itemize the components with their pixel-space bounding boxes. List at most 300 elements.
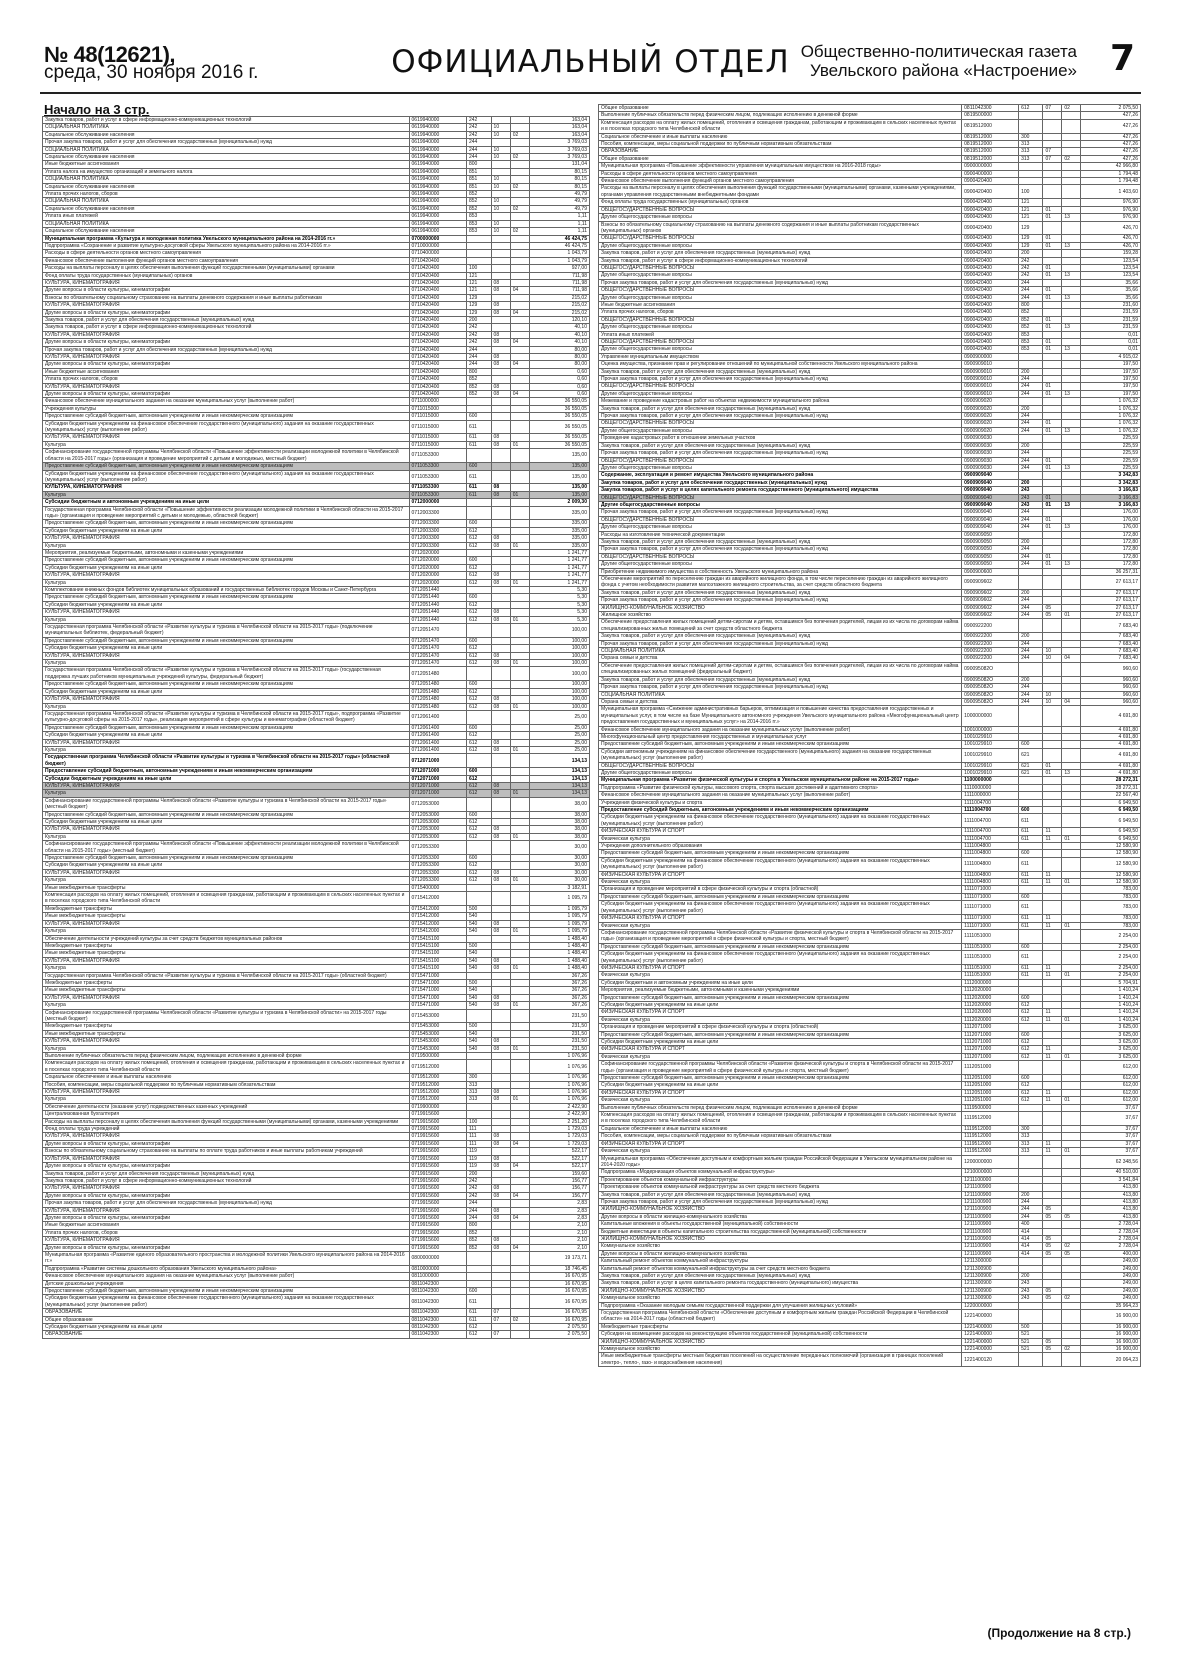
row-code: 0819512000 — [962, 133, 1019, 140]
table-row — [43, 1089, 590, 1096]
row-section — [491, 942, 510, 949]
row-sum: 225,59 — [1081, 435, 1141, 442]
row-subsection — [1062, 264, 1081, 271]
row-subsection — [1062, 442, 1081, 449]
row-name: Финансовое обеспечение выполнения функций органов местного самоуправления — [43, 257, 410, 264]
row-code: 1211100000 — [962, 1176, 1019, 1183]
row-name: Выполнение публичных обязательств перед физическим лицом, подлежащих исполнению в денежной форме — [43, 1053, 410, 1060]
row-subsection: 02 — [510, 1316, 529, 1323]
row-code: 0800000000 — [409, 1251, 466, 1265]
row-subsection — [510, 884, 529, 891]
row-subsection — [510, 557, 529, 564]
row-section — [1043, 1024, 1062, 1031]
row-sum: 100,00 — [529, 696, 589, 703]
row-name: Иные бюджетные ассигнования — [599, 301, 962, 308]
row-section — [491, 667, 510, 681]
table-row — [599, 1097, 1141, 1104]
row-expense-type: 100 — [466, 1118, 491, 1125]
row-section — [491, 272, 510, 279]
row-subsection — [1062, 413, 1081, 420]
row-subsection — [1062, 792, 1081, 799]
row-sum: 960,60 — [1081, 662, 1141, 676]
row-sum: 12 580,90 — [1081, 857, 1141, 871]
row-name: Многофункциональный центр предоставления государственных и муниципальных услуг — [599, 733, 962, 740]
table-row — [43, 168, 590, 175]
row-section — [1043, 185, 1062, 199]
row-sum: 5,30 — [529, 601, 589, 608]
row-expense-type: 611 — [1019, 951, 1043, 965]
row-subsection — [1062, 331, 1081, 338]
row-sum: 927,00 — [529, 265, 589, 272]
row-name: СОЦИАЛЬНАЯ ПОЛИТИКА — [43, 124, 410, 131]
row-section: 05 — [1043, 1250, 1062, 1257]
row-code: 1220000000 — [962, 1302, 1019, 1309]
row-sum: 426,70 — [1081, 221, 1141, 235]
row-section: 07 — [1043, 148, 1062, 155]
row-subsection — [510, 768, 529, 775]
row-subsection — [510, 242, 529, 249]
row-sum: 49,79 — [529, 191, 589, 198]
table-row — [599, 376, 1141, 383]
row-name: ФИЗИЧЕСКАЯ КУЛЬТУРА И СПОРТ — [599, 964, 962, 971]
row-sum: 367,26 — [529, 987, 589, 994]
row-subsection — [1062, 1287, 1081, 1294]
row-expense-type: 853 — [1019, 339, 1043, 346]
table-row — [599, 619, 1141, 633]
row-code: 0900909020 — [962, 413, 1019, 420]
row-code: 0619940000 — [409, 131, 466, 138]
row-sum: 37,67 — [1081, 1140, 1141, 1147]
row-code: 0900420400 — [962, 279, 1019, 286]
row-expense-type — [1019, 472, 1043, 479]
row-subsection: 01 — [1062, 1148, 1081, 1155]
row-section — [491, 1009, 510, 1023]
row-expense-type — [1019, 792, 1043, 799]
row-sum: 3 769,03 — [529, 139, 589, 146]
row-code: 0819512000 — [962, 148, 1019, 155]
row-expense-type: 852 — [466, 391, 491, 398]
row-subsection — [1062, 828, 1081, 835]
row-code: 0719915600 — [409, 1163, 466, 1170]
table-row — [43, 746, 590, 753]
row-code: 0710420400 — [409, 383, 466, 390]
row-expense-type: 612 — [466, 869, 491, 876]
row-expense-type: 611 — [466, 470, 491, 484]
row-sum: 1 403,60 — [1081, 185, 1141, 199]
row-section — [491, 681, 510, 688]
row-section — [1043, 633, 1062, 640]
table-row — [43, 1002, 590, 1009]
row-sum: 413,80 — [1081, 1191, 1141, 1198]
row-section — [491, 413, 510, 420]
row-subsection — [510, 935, 529, 942]
row-subsection: 01 — [510, 928, 529, 935]
table-row — [599, 655, 1141, 662]
table-row — [43, 324, 590, 331]
row-sum: 231,60 — [1081, 301, 1141, 308]
table-row — [43, 972, 590, 979]
row-code: 0712053000 — [409, 797, 466, 811]
row-name: Подпрограмма «Оказание молодым семьям государственной поддержки для улучшения жилищных условий» — [599, 1302, 962, 1309]
row-expense-type: 300 — [1019, 133, 1043, 140]
row-expense-type: 129 — [1019, 242, 1043, 249]
row-sum: 156,77 — [529, 1177, 589, 1184]
row-expense-type: 612 — [466, 688, 491, 695]
row-subsection — [1062, 479, 1081, 486]
table-row — [599, 1169, 1141, 1176]
row-section — [491, 139, 510, 146]
row-expense-type: 600 — [1019, 1031, 1043, 1038]
row-section — [491, 935, 510, 942]
row-expense-type: 612 — [466, 696, 491, 703]
row-expense-type: 852 — [466, 198, 491, 205]
row-sum: 1,11 — [529, 220, 589, 227]
row-code: 1112071000 — [962, 1053, 1019, 1060]
row-subsection: 02 — [1062, 1243, 1081, 1250]
row-name: Проектирование объектов коммунальной инфраструктуры за счет средств местного бюджета — [599, 1184, 962, 1191]
row-subsection — [510, 506, 529, 520]
table-row — [599, 361, 1141, 368]
row-name: Учреждения дополнительного образования — [599, 843, 962, 850]
table-row — [43, 398, 590, 405]
row-name: Общее образование — [43, 1316, 410, 1323]
row-section — [1043, 640, 1062, 647]
table-row — [599, 235, 1141, 242]
row-sum: 3 625,00 — [1081, 1024, 1141, 1031]
row-expense-type: 612 — [466, 527, 491, 534]
row-expense-type: 612 — [466, 833, 491, 840]
row-section: 08 — [491, 1133, 510, 1140]
row-subsection — [1062, 1353, 1081, 1367]
row-expense-type: 414 — [1019, 1228, 1043, 1235]
row-subsection — [1062, 929, 1081, 943]
row-sum: 612,00 — [1081, 1082, 1141, 1089]
table-row — [43, 942, 590, 949]
table-row — [43, 1214, 590, 1221]
row-name: ОБЩЕГОСУДАРСТВЕННЫЕ ВОПРОСЫ — [599, 264, 962, 271]
row-subsection — [510, 117, 529, 124]
row-name: Физическая культура — [599, 922, 962, 929]
row-expense-type: 852 — [1019, 324, 1043, 331]
row-code: 0712071000 — [409, 782, 466, 789]
row-expense-type: 612 — [1019, 1009, 1043, 1016]
row-expense-type — [466, 754, 491, 768]
row-name: Иные межбюджетные трансферты — [43, 884, 410, 891]
row-section — [1043, 893, 1062, 900]
table-row — [43, 463, 590, 470]
row-section: 11 — [1043, 1053, 1062, 1060]
row-sum: 711,98 — [529, 287, 589, 294]
row-expense-type: 244 — [1019, 604, 1043, 611]
row-name: Другие вопросы в области жилищно-коммунального хозяйства — [599, 1213, 962, 1220]
row-expense-type: 242 — [466, 331, 491, 338]
row-section — [491, 161, 510, 168]
row-name: Содержание, эксплуатация и ремонт имущества Увельского муниципального района — [599, 472, 962, 479]
row-subsection — [510, 302, 529, 309]
row-sum: 80,00 — [529, 354, 589, 361]
row-subsection — [510, 520, 529, 527]
row-name: Другие вопросы в области культуры, кинематографии — [43, 309, 410, 316]
row-sum: 2 728,04 — [1081, 1243, 1141, 1250]
row-name: Предоставление субсидий бюджетным, автономным учреждениям и иным некоммерческим организациям — [599, 994, 962, 1001]
row-section — [491, 1023, 510, 1030]
row-sum: 38,00 — [529, 811, 589, 818]
row-section — [1043, 376, 1062, 383]
row-section — [491, 117, 510, 124]
row-code: 0900909040 — [962, 524, 1019, 531]
row-sum: 5,30 — [529, 616, 589, 623]
table-row — [43, 790, 590, 797]
row-expense-type: 129 — [466, 294, 491, 301]
table-row — [43, 228, 590, 235]
table-row — [43, 797, 590, 811]
row-name: КУЛЬТУРА, КИНЕМАТОГРАФИЯ — [43, 609, 410, 616]
table-row — [599, 843, 1141, 850]
row-sum: 3 342,83 — [1081, 472, 1141, 479]
row-subsection — [1062, 1235, 1081, 1242]
row-expense-type: 600 — [466, 637, 491, 644]
row-expense-type — [1019, 353, 1043, 360]
row-code: 0712061400 — [409, 724, 466, 731]
row-sum: 1 076,32 — [1081, 398, 1141, 405]
row-expense-type — [466, 506, 491, 520]
row-code: 0900922200 — [962, 648, 1019, 655]
row-name: КУЛЬТУРА, КИНЕМАТОГРАФИЯ — [43, 331, 410, 338]
row-expense-type — [1019, 531, 1043, 538]
row-expense-type — [1019, 733, 1043, 740]
row-expense-type: 611 — [1019, 814, 1043, 828]
row-name: Приобретение недвижимого имущества в собственность Увельского муниципального района — [599, 568, 962, 575]
row-section — [491, 645, 510, 652]
row-expense-type: 612 — [466, 790, 491, 797]
row-code: 1112051000 — [962, 1075, 1019, 1082]
row-expense-type: 244 — [1019, 698, 1043, 705]
row-sum: 123,54 — [1081, 264, 1141, 271]
row-expense-type: 853 — [1019, 346, 1043, 353]
row-subsection — [1062, 163, 1081, 170]
row-section — [491, 601, 510, 608]
row-subsection: 04 — [1062, 655, 1081, 662]
table-row — [43, 117, 590, 124]
row-expense-type: 600 — [1019, 741, 1043, 748]
row-code: 0712003300 — [409, 506, 466, 520]
row-section: 05 — [1043, 612, 1062, 619]
row-subsection — [1062, 1331, 1081, 1338]
row-expense-type: 242 — [1019, 264, 1043, 271]
table-row — [599, 1016, 1141, 1023]
row-code: 0710420400 — [409, 265, 466, 272]
row-code: 1111004800 — [962, 857, 1019, 871]
row-section — [1043, 1133, 1062, 1140]
table-row — [43, 1126, 590, 1133]
table-row — [43, 950, 590, 957]
row-name: Предоставление субсидий бюджетным, автономным учреждениям и иным некоммерческим организациям — [43, 768, 410, 775]
table-row — [43, 146, 590, 153]
row-subsection — [1062, 1089, 1081, 1096]
row-subsection — [1062, 843, 1081, 850]
row-subsection — [510, 434, 529, 441]
row-section — [491, 506, 510, 520]
row-code: 0719915600 — [409, 1222, 466, 1229]
row-expense-type — [1019, 799, 1043, 806]
row-section — [1043, 331, 1062, 338]
row-expense-type: 612 — [466, 572, 491, 579]
row-expense-type: 600 — [466, 413, 491, 420]
row-expense-type — [466, 667, 491, 681]
row-code: 0712071000 — [409, 768, 466, 775]
row-sum: 37,67 — [1081, 1112, 1141, 1126]
row-expense-type — [1019, 361, 1043, 368]
row-code: 0900900600 — [962, 568, 1019, 575]
row-expense-type — [1019, 568, 1043, 575]
row-name: Финансовое обеспечение муниципального задания на оказание муниципальных услуг (выполнение работ) — [599, 726, 962, 733]
row-sum: 159,28 — [1081, 250, 1141, 257]
row-sum: 3 625,00 — [1081, 1031, 1141, 1038]
row-sum: 335,00 — [529, 520, 589, 527]
row-expense-type: 400 — [1019, 1221, 1043, 1228]
row-sum: 37,67 — [1081, 1133, 1141, 1140]
row-sum: 2,10 — [529, 1222, 589, 1229]
row-subsection — [1062, 576, 1081, 590]
row-section — [1043, 1169, 1062, 1176]
row-expense-type: 600 — [466, 520, 491, 527]
row-sum: 1 095,79 — [529, 920, 589, 927]
row-sum: 30,00 — [529, 841, 589, 855]
row-sum: 612,00 — [1081, 1097, 1141, 1104]
row-section — [1043, 684, 1062, 691]
row-section: 08 — [491, 833, 510, 840]
table-row — [43, 316, 590, 323]
row-section — [1043, 979, 1062, 986]
row-section: 01 — [1043, 206, 1062, 213]
row-expense-type: 612 — [466, 645, 491, 652]
row-subsection — [1062, 964, 1081, 971]
row-subsection — [1062, 1009, 1081, 1016]
row-sum: 2 422,90 — [529, 1103, 589, 1110]
row-sum: 40 510,00 — [1081, 1169, 1141, 1176]
table-row — [599, 1221, 1141, 1228]
row-section — [1043, 850, 1062, 857]
table-row — [599, 604, 1141, 611]
row-sum: 172,80 — [1081, 546, 1141, 553]
row-expense-type: 244 — [466, 139, 491, 146]
table-row — [599, 762, 1141, 769]
row-expense-type — [466, 405, 491, 412]
row-subsection — [510, 1155, 529, 1162]
row-section: 10 — [491, 228, 510, 235]
table-row — [599, 1024, 1141, 1031]
row-name: Другие вопросы в области культуры, кинематографии — [43, 1192, 410, 1199]
row-code: 0900420400 — [962, 309, 1019, 316]
table-row — [599, 287, 1141, 294]
row-sum: 612,00 — [1081, 1089, 1141, 1096]
table-row — [43, 1229, 590, 1236]
row-section: 01 — [1043, 294, 1062, 301]
table-row — [43, 624, 590, 638]
row-code: 1211300900 — [962, 1265, 1019, 1272]
row-expense-type: 600 — [466, 724, 491, 731]
row-name: Культура — [43, 877, 410, 884]
row-subsection — [1062, 178, 1081, 185]
row-subsection — [1062, 383, 1081, 390]
row-expense-type — [1019, 929, 1043, 943]
row-expense-type: 244 — [1019, 420, 1043, 427]
row-name: Субсидии бюджетным учреждениям на финансовое обеспечение государственного (муниципального) задания на оказание государственных (муниципальных) услуг (выполнение работ) — [43, 1295, 410, 1309]
row-subsection: 01 — [510, 441, 529, 448]
row-section: 01 — [1043, 561, 1062, 568]
row-expense-type: 200 — [466, 316, 491, 323]
row-code: 0900909050 — [962, 531, 1019, 538]
row-sum: 783,00 — [1081, 915, 1141, 922]
row-code: 090095082О — [962, 698, 1019, 705]
table-row — [43, 905, 590, 912]
row-code: 0712051440 — [409, 601, 466, 608]
row-expense-type — [1019, 178, 1043, 185]
row-section: 05 — [1043, 1243, 1062, 1250]
row-expense-type: 111 — [466, 1126, 491, 1133]
row-expense-type: 313 — [1019, 155, 1043, 162]
table-row — [43, 710, 590, 724]
row-expense-type: 200 — [1019, 676, 1043, 683]
table-row — [43, 587, 590, 594]
row-name: Учреждения культуры — [43, 405, 410, 412]
row-expense-type: 129 — [466, 302, 491, 309]
table-row — [599, 112, 1141, 119]
row-expense-type — [1019, 112, 1043, 119]
row-code: 0712020000 — [409, 549, 466, 556]
row-section — [1043, 442, 1062, 449]
row-name: СОЦИАЛЬНАЯ ПОЛИТИКА — [599, 648, 962, 655]
row-section: 08 — [491, 1207, 510, 1214]
row-name: Компенсация расходов на оплату жилых помещений, отопления и освещения гражданам, работающим и проживающим в сельских населенных пунктах и в поселках городского типа Челябинской области — [43, 892, 410, 906]
row-code: 0711015000 — [409, 413, 466, 420]
row-expense-type: 800 — [466, 161, 491, 168]
row-code: 0811000000 — [409, 1273, 466, 1280]
row-expense-type — [1019, 1155, 1043, 1169]
row-name: Общее образование — [599, 105, 962, 112]
table-row — [599, 1235, 1141, 1242]
table-row — [599, 1031, 1141, 1038]
row-code: 0900909050 — [962, 553, 1019, 560]
row-name: Расходы на выплаты персоналу в целях обеспечения выполнения функций государственными (муниципальными) органами, казенными учреждениями, органами управления государственными внебюджетными фондами — [599, 185, 962, 199]
row-code: 0619940000 — [409, 117, 466, 124]
table-row — [599, 346, 1141, 353]
row-expense-type: 800 — [1019, 301, 1043, 308]
row-name: Софинансирование государственной программы Челябинской области «Повышение эффективности реализации молодежной политики в Челябинской области на 2015-2017 годы» (местный бюджет) — [43, 841, 410, 855]
row-code: 0712071000 — [409, 790, 466, 797]
row-sum: 135,00 — [529, 491, 589, 498]
row-name: Централизованная бухгалтерия — [43, 1111, 410, 1118]
row-sum: 1 410,24 — [1081, 987, 1141, 994]
row-expense-type — [466, 841, 491, 855]
row-sum: 135,00 — [529, 449, 589, 463]
row-name: Культура — [43, 491, 410, 498]
row-section: 08 — [491, 957, 510, 964]
row-section: 01 — [1043, 383, 1062, 390]
row-expense-type — [466, 1265, 491, 1272]
table-row — [43, 309, 590, 316]
row-code: 0712071000 — [409, 754, 466, 768]
row-sum: 7 683,40 — [1081, 619, 1141, 633]
row-section — [1043, 901, 1062, 915]
row-code: 1111051000 — [962, 929, 1019, 943]
row-sum: 225,59 — [1081, 464, 1141, 471]
row-section: 08 — [491, 1045, 510, 1052]
row-section — [491, 884, 510, 891]
row-section — [1043, 987, 1062, 994]
row-section: 05 — [1043, 604, 1062, 611]
row-code: 0711053300 — [409, 463, 466, 470]
